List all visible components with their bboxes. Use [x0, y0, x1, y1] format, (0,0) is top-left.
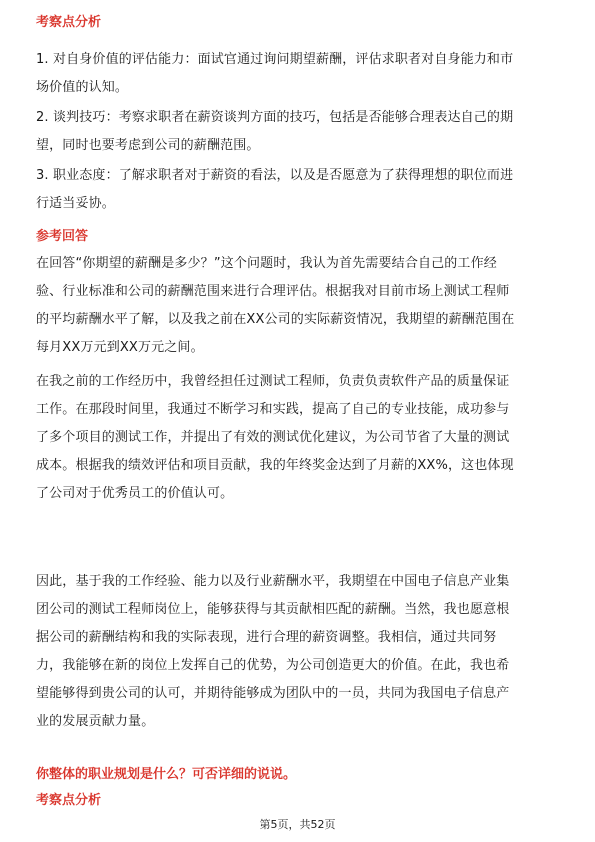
text-line: 了多个项目的测试工作，并提出了有效的测试优化建议，为公司节省了大量的测试 — [36, 430, 510, 445]
section-heading-analysis-next: 考察点分析 — [36, 793, 102, 808]
text-line: 行适当妥协。 — [36, 196, 115, 211]
text-line: 望能够得到贵公司的认可，并期待能够成为团队中的一员，共同为我国电子信息产 — [36, 686, 510, 701]
answer-paragraph-1 — [36, 250, 564, 362]
analysis-item-2 — [36, 104, 564, 160]
next-question: 你整体的职业规划是什么？可否详细的说说。 — [36, 767, 297, 782]
text-line: 验、行业标准和公司的薪酬范围来进行合理评估。根据我对目前市场上测试工程师 — [36, 284, 510, 299]
text-line: 据公司的薪酬结构和我的实际表现，进行合理的薪资调整。我相信，通过共同努 — [36, 630, 497, 645]
text-line: 成本。根据我的绩效评估和项目贡献，我的年终奖金达到了月薪的XX%，这也体现 — [36, 458, 514, 473]
text-line: 2. 谈判技巧：考察求职者在薪资谈判方面的技巧，包括是否能够合理表达自己的期 — [36, 110, 514, 125]
text-line: 工作。在那段时间里，我通过不断学习和实践，提高了自己的专业技能，成功参与 — [36, 402, 510, 417]
text-line: 了公司对于优秀员工的价值认可。 — [36, 486, 234, 501]
section-heading-analysis: 考察点分析 — [36, 15, 102, 30]
text-line: 力，我能够在新的岗位上发挥自己的优势，为公司创造更大的价值。在此，我也希 — [36, 658, 510, 673]
answer-paragraph-3 — [36, 568, 564, 736]
analysis-item-3 — [36, 162, 564, 218]
text-line: 望，同时也要考虑到公司的薪酬范围。 — [36, 138, 260, 153]
section-heading-reference-answer: 参考回答 — [36, 229, 89, 244]
text-line: 的平均薪酬水平了解，以及我之前在XX公司的实际薪资情况，我期望的薪酬范围在 — [36, 312, 515, 327]
text-line: 场价值的认知。 — [36, 80, 129, 95]
text-line: 3. 职业态度：了解求职者对于薪资的看法，以及是否愿意为了获得理想的职位而进 — [36, 168, 514, 183]
text-line: 团公司的测试工程师岗位上，能够获得与其贡献相匹配的薪酬。当然，我也愿意根 — [36, 602, 510, 617]
text-line: 在我之前的工作经历中，我曾经担任过测试工程师，负责负责软件产品的质量保证 — [36, 374, 510, 389]
text-line: 在回答“你期望的薪酬是多少？”这个问题时，我认为首先需要结合自己的工作经 — [36, 256, 497, 271]
page-footer: 第5页，共52页 — [259, 818, 336, 831]
text-line: 每月XX万元到XX万元之间。 — [36, 340, 204, 355]
text-line: 1. 对自身价值的评估能力：面试官通过询问期望薪酬，评估求职者对自身能力和市 — [36, 52, 514, 67]
answer-paragraph-2 — [36, 368, 564, 508]
text-line: 因此，基于我的工作经验、能力以及行业薪酬水平，我期望在中国电子信息产业集 — [36, 574, 510, 589]
analysis-item-1 — [36, 46, 564, 102]
text-line: 业的发展贡献力量。 — [36, 714, 155, 729]
